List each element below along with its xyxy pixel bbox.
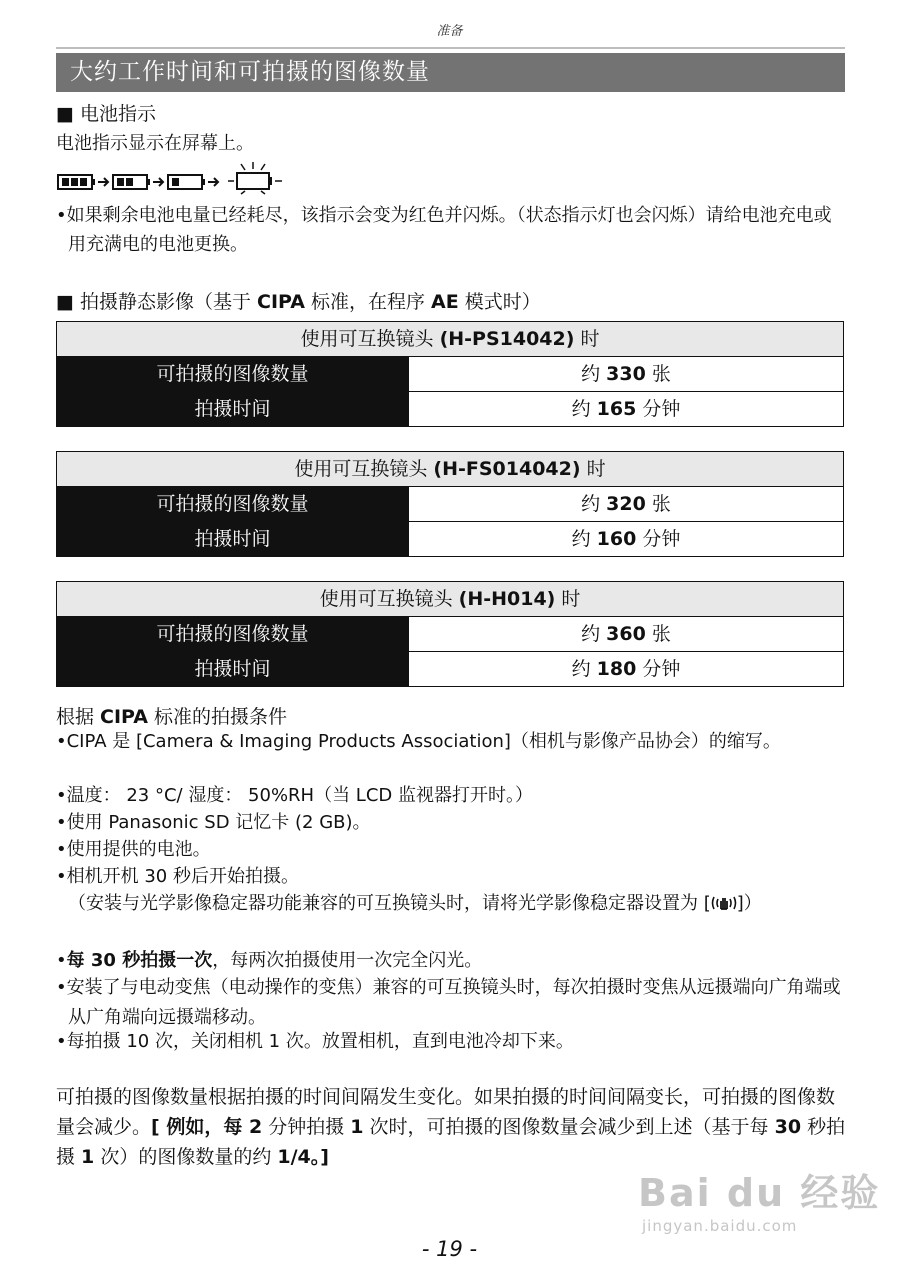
row-label: 可拍摄的图像数量 — [57, 357, 409, 391]
running-header: 准备 — [436, 24, 463, 39]
arrow-right-icon — [153, 178, 163, 186]
condition-item-stabilizer: （安装与光学影像稳定器功能兼容的可互换镜头时，请将光学影像稳定器设置为 [ ]） — [56, 889, 846, 923]
table-h-ps14042 — [56, 321, 844, 427]
table-row — [57, 391, 843, 426]
row-value: 约 330 张 — [581, 363, 671, 385]
arrow-right-icon — [98, 178, 108, 186]
battery-description: 电池指示显示在屏幕上。 — [56, 133, 254, 154]
row-label: 拍摄时间 — [57, 522, 409, 556]
condition-item: •每 30 秒拍摄一次，每两次拍摄使用一次完全闪光。 — [56, 950, 483, 971]
battery-full-icon — [58, 175, 95, 189]
condition-item: •安装了与电动变焦（电动操作的变焦）兼容的可互换镜头时，每次拍摄时变焦从远摄端向广角端或从广角端向远摄端移动。 — [56, 977, 841, 1028]
page-number: - 19 - — [421, 1237, 478, 1261]
section-title: 大约工作时间和可拍摄的图像数量 — [56, 53, 845, 92]
arrow-right-icon — [208, 178, 218, 186]
closing-paragraph: 可拍摄的图像数量根据拍摄的时间间隔发生变化。如果拍摄的时间间隔变长，可拍摄的图像数量会减少。[ 例如，每 2 分钟拍摄 1 次时，可拍摄的图像数量会减少到上述（基于每 30 秒拍摄 1 次）的图像数量的约 1/4。] — [56, 1086, 846, 1168]
watermark-url: jingyan.baidu.com — [642, 1217, 798, 1235]
table-row — [57, 357, 843, 391]
table-header: 使用可互换镜头 (H-H014) 时 — [57, 582, 843, 617]
condition-item: •使用 Panasonic SD 记忆卡 (2 GB)。 — [56, 812, 371, 833]
watermark-logo: Bai du 经验 — [638, 1171, 881, 1215]
row-label: 可拍摄的图像数量 — [57, 487, 409, 521]
conditions-title: 根据 CIPA 标准的拍摄条件 — [56, 706, 287, 728]
row-label: 拍摄时间 — [57, 392, 409, 426]
baidu-watermark — [638, 1162, 880, 1235]
row-label: 可拍摄的图像数量 — [57, 617, 409, 651]
stabilizer-mode-icon — [711, 893, 737, 923]
table-row — [57, 651, 843, 686]
battery-icons — [56, 160, 296, 196]
table-h-fs014042 — [56, 451, 844, 557]
table-row — [57, 487, 843, 521]
table-header: 使用可互换镜头 (H-PS14042) 时 — [57, 322, 843, 357]
battery-indicator-sequence — [56, 160, 296, 196]
row-value: 约 320 张 — [581, 493, 671, 515]
still-image-heading: ■ 拍摄静态影像（基于 CIPA 标准，在程序 AE 模式时） — [56, 291, 541, 313]
table-h-h014 — [56, 581, 844, 687]
table-header: 使用可互换镜头 (H-FS014042) 时 — [57, 452, 843, 487]
battery-empty-flashing-icon — [228, 162, 282, 194]
row-label: 拍摄时间 — [57, 652, 409, 686]
battery-heading: ■ 电池指示 — [56, 103, 156, 125]
battery-two-thirds-icon — [113, 175, 150, 189]
table-row — [57, 521, 843, 556]
row-value: 约 180 分钟 — [571, 658, 681, 680]
row-value: 约 360 张 — [581, 623, 671, 645]
row-value: 约 160 分钟 — [571, 528, 681, 550]
battery-one-third-icon — [168, 175, 205, 189]
table-row — [57, 617, 843, 651]
row-value: 约 165 分钟 — [571, 398, 681, 420]
condition-item: •使用提供的电池。 — [56, 839, 211, 860]
condition-item: •温度： 23 °C/ 湿度： 50%RH（当 LCD 监视器打开时。） — [56, 785, 533, 806]
condition-item: •每拍摄 10 次，关闭相机 1 次。放置相机，直到电池冷却下来。 — [56, 1031, 574, 1052]
condition-item: •CIPA 是 [Camera & Imaging Products Association]（相机与影像产品协会）的缩写。 — [56, 731, 781, 752]
header-divider — [56, 47, 845, 49]
battery-note: •如果剩余电池电量已经耗尽，该指示会变为红色并闪烁。（状态指示灯也会闪烁）请给电池充电或用充满电的电池更换。 — [56, 205, 832, 255]
condition-item: •相机开机 30 秒后开始拍摄。 — [56, 866, 299, 887]
